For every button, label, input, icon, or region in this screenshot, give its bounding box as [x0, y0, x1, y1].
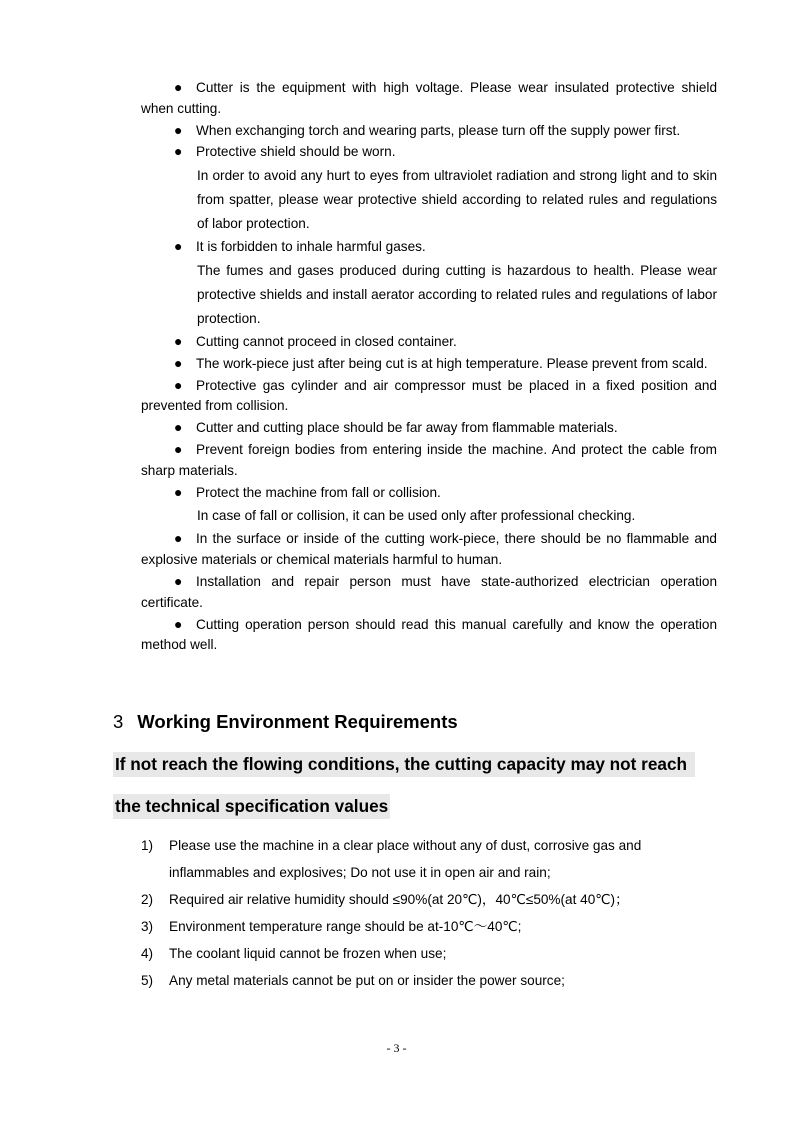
- bullet-icon: ●: [174, 530, 183, 547]
- bullet-item: ● When exchanging torch and wearing parts, please turn off the supply power first.: [141, 120, 717, 142]
- requirement-number: 3): [141, 919, 154, 934]
- section-heading: [113, 711, 458, 733]
- requirement-number: 4): [141, 946, 154, 961]
- requirement-item: [141, 913, 721, 940]
- bullet-item: ● Protective shield should be worn.: [141, 141, 717, 163]
- requirement-text: Please use the machine in a clear place without any of dust, corrosive gas and inflammables and explosives; Do not use it in open air and rain;: [169, 838, 642, 880]
- bullet-note: In case of fall or collision, it can be used only after professional checking.: [197, 508, 636, 524]
- bullet-item: ● The work-piece just after being cut is at high temperature. Please prevent from scald.: [141, 353, 717, 375]
- bullet-icon: ●: [174, 615, 183, 632]
- bullet-icon: ●: [174, 354, 183, 371]
- bullet-icon: ●: [174, 143, 183, 160]
- bullet-item: ● Protect the machine from fall or collision.: [141, 482, 717, 504]
- bullet-note: In order to avoid any hurt to eyes from ultraviolet radiation and strong light and to skin from spatter, please wear protective shield according to related rules and regulations of labor protection.: [197, 168, 717, 232]
- requirement-text: Environment temperature range should be at-10℃～40℃;: [169, 919, 522, 934]
- requirement-item: [141, 886, 721, 913]
- bullet-icon: ●: [174, 376, 183, 393]
- requirement-text: Required air relative humidity should ≤90%(at 20℃)，40℃≤50%(at 40℃)；: [169, 892, 629, 907]
- bullet-item: ● Cutting cannot proceed in closed container.: [141, 331, 717, 353]
- section-title: Working Environment Requirements: [137, 711, 458, 732]
- requirement-text: Any metal materials cannot be put on or insider the power source;: [169, 973, 565, 988]
- requirement-number: 1): [141, 838, 154, 853]
- page-number: - 3 -: [386, 1041, 407, 1055]
- bullet-icon: ●: [174, 572, 183, 589]
- requirement-number: 2): [141, 892, 154, 907]
- bullet-item: ● Protective gas cylinder and air compressor must be placed in a fixed position and prevented from collision.: [141, 376, 717, 414]
- bullet-item: ● Cutting operation person should read this manual carefully and know the operation method well.: [141, 615, 717, 653]
- safety-bullet-list: [141, 77, 717, 656]
- requirement-item: [141, 832, 721, 886]
- bullet-note: The fumes and gases produced during cutting is hazardous to health. Please wear protective shields and install aerator according to related rules and regulations of labor protection.: [197, 262, 717, 326]
- bullet-item: ● In the surface or inside of the cutting work-piece, there should be no flammable and explosive materials or chemical materials harmful to human.: [141, 530, 717, 568]
- requirements-list: [141, 832, 721, 994]
- section-number: 3: [113, 711, 124, 732]
- requirement-text: The coolant liquid cannot be frozen when use;: [169, 946, 447, 961]
- requirement-item: [141, 940, 721, 967]
- bullet-item: ● It is forbidden to inhale harmful gases.: [141, 236, 717, 258]
- bullet-item: ● Cutter is the equipment with high voltage. Please wear insulated protective shield when cutting.: [141, 79, 717, 116]
- bullet-icon: ●: [174, 440, 183, 457]
- highlight-note-line-1: If not reach the flowing conditions, the cutting capacity may not reach: [113, 752, 695, 777]
- bullet-item: ● Installation and repair person must have state-authorized electrician operation certificate.: [141, 572, 717, 610]
- bullet-icon: ●: [174, 238, 183, 255]
- bullet-icon: ●: [174, 332, 183, 349]
- bullet-icon: ●: [174, 121, 183, 138]
- requirement-item: [141, 967, 721, 994]
- bullet-item: ● Cutter and cutting place should be far away from flammable materials.: [141, 417, 717, 439]
- bullet-icon: ●: [174, 483, 183, 500]
- bullet-icon: ●: [174, 419, 183, 436]
- bullet-icon: ●: [174, 79, 183, 95]
- highlight-note-line-2: the technical specification values: [113, 794, 390, 819]
- bullet-item: ● Prevent foreign bodies from entering inside the machine. And protect the cable from sharp materials.: [141, 440, 717, 478]
- requirement-number: 5): [141, 973, 154, 988]
